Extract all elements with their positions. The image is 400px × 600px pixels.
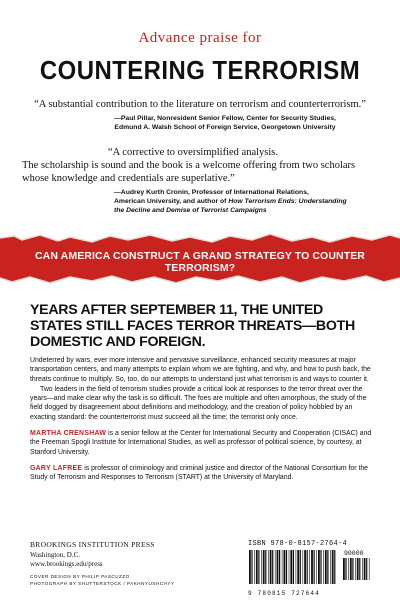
barcode-bar: [268, 550, 269, 584]
barcode-bar: [265, 550, 266, 584]
barcode-bar: [330, 550, 331, 584]
barcode-bar: [272, 550, 273, 584]
barcode-bar: [323, 550, 324, 584]
attribution-line: [114, 197, 378, 206]
barcode-bar: [350, 558, 352, 580]
advance-praise-label: Advance praise for: [138, 30, 262, 46]
publisher-url: www.brookings.edu/press: [30, 560, 103, 568]
barcode-bar: [352, 558, 353, 580]
barcode-bar: [279, 550, 280, 584]
publisher-city: Washington, D.C.: [30, 551, 80, 559]
barcode-bar: [318, 550, 320, 584]
header: [0, 30, 400, 86]
author-name: GARY LAFREE: [30, 464, 83, 472]
barcode-bar: [366, 558, 367, 580]
barcode-bar: [275, 550, 276, 584]
quote-attribution: [22, 188, 378, 215]
barcode-bar: [249, 550, 251, 584]
book-title-italic: the Decline and Demise of Terrorist Campaigns: [114, 207, 267, 214]
publisher-name: BROOKINGS INSTITUTION PRESS: [30, 540, 155, 549]
barcode-bar: [270, 550, 272, 584]
banner-question: CAN AMERICA CONSTRUCT A GRAND STRATEGY TO COUNTER TERRORISM?: [34, 250, 365, 274]
quote-cronin: [22, 146, 378, 215]
quote-text-rest: The scholarship is sound and the book is a welcome offering from two scholars whose knowledge and credentials are superlative.”: [22, 160, 356, 184]
quote-pillar: [22, 98, 378, 132]
barcode-bar: [289, 550, 290, 584]
barcode-bar: [307, 550, 308, 584]
author-name: MARTHA CRENSHAW: [30, 430, 107, 438]
barcode-digits: 9 780815 727644: [248, 590, 321, 597]
barcode-bar: [293, 550, 294, 584]
body-paragraph: Undeterred by wars, ever more intensive and pervasive surveillance, enhanced security measures at major transportation centers, and many attempts to explain whom we are fighting, and why, and how to push back, the threats continue to multiply. So, too, do our attempts to understand just what terrorism is and ways to counter it.: [30, 357, 371, 383]
barcode-bar: [304, 550, 306, 584]
quote-text: “A substantial contribution to the literature on terrorism and counterterrorism.”: [34, 99, 366, 110]
barcode-bar: [327, 550, 328, 584]
barcode-bar: [263, 550, 265, 584]
cover-credits: [30, 573, 174, 587]
barcode-bar: [254, 550, 255, 584]
barcode-bar: [251, 550, 252, 584]
publisher-block: [30, 540, 174, 587]
barcode-bar: [256, 550, 258, 584]
quote-attribution: [22, 114, 378, 132]
ean-barcode: [248, 550, 338, 584]
attribution-line: Edmund A. Walsh School of Foreign Service, Georgetown University: [114, 124, 336, 131]
barcode-bar: [369, 558, 370, 580]
barcode-block: [248, 540, 373, 597]
barcode-bar: [282, 550, 283, 584]
barcode-bar: [355, 558, 356, 580]
barcode-bar: [314, 550, 315, 584]
barcode-bar: [300, 550, 301, 584]
attribution-text: American University, and author of: [114, 198, 229, 205]
author-bio-lafree: [30, 464, 372, 483]
barcode-bar: [286, 550, 287, 584]
body-paragraph: Two leaders in the field of terrorism studies provide a critical look at responses to the terror threat over the years—and make clear why the task is so difficult. The foes are multiple and often amorphous, the study of the field dogged by disagreement about definitions and methodology, and the creation of policy hobbled by an exacting standard: the counterterrorist must succeed all the time; the terrorist only once.: [30, 385, 367, 421]
barcode-bar: [325, 550, 327, 584]
barcode-bar: [343, 558, 345, 580]
barcode-bar: [309, 550, 310, 584]
lead-headline: YEARS AFTER SEPTEMBER 11, THE UNITED STATES STILL FACES TERROR THREATS—BOTH DOMESTIC AND FOREIGN.: [30, 302, 355, 350]
back-cover-copy: [30, 302, 372, 483]
author-bio-crenshaw: [30, 429, 372, 457]
quote-text: [22, 146, 378, 185]
barcode-bar: [258, 550, 259, 584]
isbn-text: ISBN 978-0-8157-2764-4: [248, 540, 348, 548]
barcode-bar: [261, 550, 262, 584]
barcode-bar: [284, 550, 286, 584]
author-bio-text: is a senior fellow at the Center for International Security and Cooperation (CISAC) and the Freeman Spogli Institute for International Studies, as well as professor of political science, by courtesy, at Stanford University.: [30, 430, 372, 456]
red-torn-banner: [0, 232, 400, 284]
attribution-line: —Audrey Kurth Cronin, Professor of International Relations,: [114, 189, 309, 196]
barcode-bar: [316, 550, 317, 584]
photo-credit: PHOTOGRAPH BY SHUTTERSTOCK / PAKHNYUSHCHYY: [30, 581, 175, 586]
barcode-bar: [348, 558, 349, 580]
barcode-bar: [357, 558, 359, 580]
attribution-line: [114, 206, 378, 215]
barcode-bar: [290, 550, 292, 584]
barcode-bar: [345, 558, 346, 580]
attribution-line: —Paul Pillar, Nonresident Senior Fellow, Center for Security Studies,: [114, 115, 336, 122]
barcode-bar: [303, 550, 304, 584]
barcode-bar: [297, 550, 299, 584]
barcode-bar: [277, 550, 279, 584]
barcode-bar: [296, 550, 297, 584]
barcode-bar: [359, 558, 360, 580]
barcode-bar: [332, 550, 334, 584]
price-barcode: [342, 558, 372, 580]
barcode-bar: [311, 550, 313, 584]
barcode-bar: [334, 550, 335, 584]
author-bio-text: is professor of criminology and criminal justice and director of the National Consortium for the Study of Terrorism and Responses to Terrorism (START) at the University of Maryland.: [30, 464, 369, 482]
book-title: COUNTERING TERRORISM: [39, 55, 361, 85]
barcode-bar: [320, 550, 321, 584]
design-credit: COVER DESIGN BY PHILIP PASCUZZO: [30, 574, 130, 579]
book-title-italic: How Terrorism Ends: Understanding: [228, 198, 347, 205]
quote-text-first: “A corrective to oversimplified analysis.: [108, 147, 278, 158]
praise-quotes: [22, 98, 378, 215]
barcode-bar: [362, 558, 363, 580]
price-code: 90000: [344, 550, 364, 557]
barcode-bar: [364, 558, 366, 580]
